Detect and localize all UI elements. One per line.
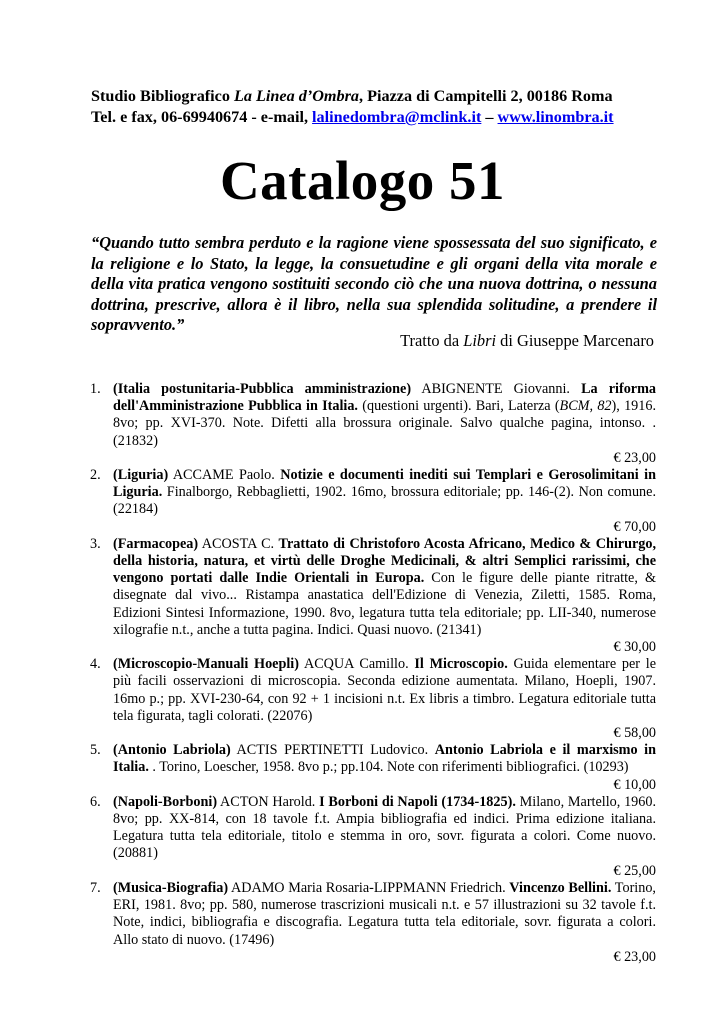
catalog-entries (0, 381, 725, 966)
entry-text: ACOSTA C. (198, 535, 279, 552)
entry-text: ACQUA Camillo. (298, 656, 415, 673)
header (91, 86, 657, 128)
header-address-line (91, 86, 657, 107)
entry-italic-text: BCM, 82 (559, 398, 612, 415)
entry-description (113, 794, 656, 863)
studio-name: La Linea d’Ombra (234, 87, 360, 105)
header-contact-line (91, 107, 657, 128)
entry-number: 4. (90, 656, 101, 673)
entry-text: (questioni urgenti). Bari, Laterza ( (357, 398, 560, 415)
entry-text: Milano, Martello, 1960. 8vo; pp. XX-814, con 18 tavole f.t. Ampia bibliografia ed indici. Prima edizione italiana. Legatura tutta tela editoriale, titolo e stemma in oro, sovr. figurata a colori. Come nuovo. (20881) (113, 793, 657, 862)
email-link[interactable]: lalinedombra@mclink.it (312, 108, 482, 126)
entry-description (113, 656, 656, 725)
entry-text: ACCAME Paolo. (168, 467, 281, 484)
catalog-entry (0, 381, 725, 467)
epigraph-quote: “Quando tutto sembra perduto e la ragione viene spossessata del suo significato, e la religione e lo Stato, la legge, la consuetudine e gli organi della vita morale e della vita pratica vengono sostituiti secondo ciò che una nuova dottrina, o nessuna dottrina, prescrive, allora è il libro, nella sua splendida solitudine, a prendere il sopravvento.” (91, 233, 657, 334)
entry-bold-text: (Farmacopea) (113, 535, 199, 552)
entry-bold-text: (Microscopio-Manuali Hoepli) (113, 656, 299, 673)
entry-bold-text: (Napoli-Borboni) (113, 793, 218, 810)
entry-price: € 70,00 (613, 518, 656, 535)
entry-number: 1. (90, 381, 101, 397)
entry-text: ACTIS PERTINETTI Ludovico. (230, 742, 435, 759)
entry-bold-text: (Musica-Biografia) (113, 879, 229, 896)
entry-number: 5. (90, 742, 101, 759)
entry-text: ACTON Harold. (217, 793, 320, 810)
catalog-entry (0, 467, 725, 536)
entry-text: ADAMO Maria Rosaria-LIPPMANN Friedrich. (228, 879, 510, 896)
entry-description (113, 536, 656, 639)
entry-description (113, 742, 656, 776)
entry-description (113, 381, 656, 450)
entry-bold-text: I Borboni di Napoli (1734-1825). (319, 793, 516, 810)
entry-bold-text: Notizie e documenti inediti sui Templari e Gerosolimitani in Liguria. (113, 467, 656, 501)
entry-price: € 25,00 (613, 862, 656, 879)
entry-bold-text: Trattato di Christoforo Acosta Africano, Medico & Chirurgo, della historia, natura, et virtù delle Droghe Medicinali, & altri Semplici rarissimi, che vengono portati dalle Indie Orientali in Europa. (113, 535, 656, 587)
entry-bold-text: (Italia postunitaria-Pubblica amministrazione) (113, 381, 412, 397)
entry-price: € 23,00 (613, 449, 656, 466)
entry-price: € 10,00 (613, 776, 656, 793)
catalog-entry (0, 794, 725, 880)
entry-number: 2. (90, 467, 101, 484)
entry-bold-text: Il Microscopio. (414, 656, 508, 673)
catalog-entry (0, 656, 725, 742)
entry-text: Guida elementare per le più facili osservazioni di microscopia. Seconda edizione aumentata. Milano, Hoepli, 1907. 16mo p.; pp. XVI-230-64, con 92 + 1 incisioni n.t. Ex libris a timbro. Legatura editoriale tutta tela figurata, tagli colorati. (22076) (113, 656, 657, 724)
studio-address: , Piazza di Campitelli 2, 00186 Roma (359, 87, 613, 105)
contact-dash: – (481, 108, 498, 126)
entry-bold-text: Vincenzo Bellini. (509, 879, 612, 896)
entry-number: 3. (90, 535, 101, 552)
catalog-title: Catalogo 51 (219, 150, 506, 211)
entry-text: Finalborgo, Rebbaglietti, 1902. 16mo, brossura editoriale; pp. 146-(2). Non comune. (22184) (113, 484, 656, 518)
entry-description (113, 467, 656, 519)
entry-price: € 23,00 (613, 948, 656, 965)
entry-text: . Torino, Loescher, 1958. 8vo p.; pp.104. Note con riferimenti bibliografici. (10293) (148, 759, 629, 776)
entry-bold-text: (Liguria) (113, 467, 169, 484)
catalog-entry (0, 742, 725, 794)
entry-text: Torino, ERI, 1981. 8vo; pp. 580, numerose trascrizioni musicali n.t. e 57 illustrazioni su 32 tavole f.t. Note, indici, bibliografia e discografia. Legatura tutta tela editoriale, sovr. figurata a colori. Allo stato di nuovo. (17496) (113, 879, 656, 948)
phone-text: Tel. e fax, 06-69940674 - e-mail, (91, 108, 313, 126)
entry-price: € 30,00 (613, 639, 656, 656)
entry-bold-text: La riforma dell'Amministrazione Pubblica in Italia. (113, 381, 656, 415)
source-suffix: di Giuseppe Marcenaro (496, 331, 654, 350)
website-link[interactable]: www.linombra.it (497, 108, 614, 126)
entry-bold-text: Antonio Labriola e il marxismo in Italia. (113, 742, 657, 776)
studio-label: Studio Bibliografico (91, 87, 235, 105)
entry-text: Con le figure delle piante ritratte, & disegnate dal vivo... Ristampa anastatica dell'Edizione di Venezia, Ziletti, 1585. Roma, Edizioni Sintesi Informazione, 1990. 8vo, legatura tutta tela editoriale; pp. LII-340, numerose xilografie n.t., anche a tutta pagina. Indici. Quasi nuovo. (21341) (113, 570, 656, 638)
entry-price: € 58,00 (613, 725, 656, 742)
entry-number: 7. (90, 879, 101, 896)
entry-bold-text: (Antonio Labriola) (113, 742, 231, 759)
epigraph-source (91, 330, 654, 351)
entry-description (113, 880, 656, 949)
entry-number: 6. (90, 793, 101, 810)
entry-text: ABIGNENTE Giovanni. (411, 381, 582, 397)
source-title: Libri (463, 331, 497, 350)
catalog-entry (0, 880, 725, 966)
entry-text: ), 1916. 8vo; pp. XVI-370. Note. Difetti alla brossura originale. Salvo qualche pagina, intonso. . (21832) (113, 398, 656, 449)
source-prefix: Tratto da (400, 331, 464, 350)
catalog-entry (0, 536, 725, 656)
